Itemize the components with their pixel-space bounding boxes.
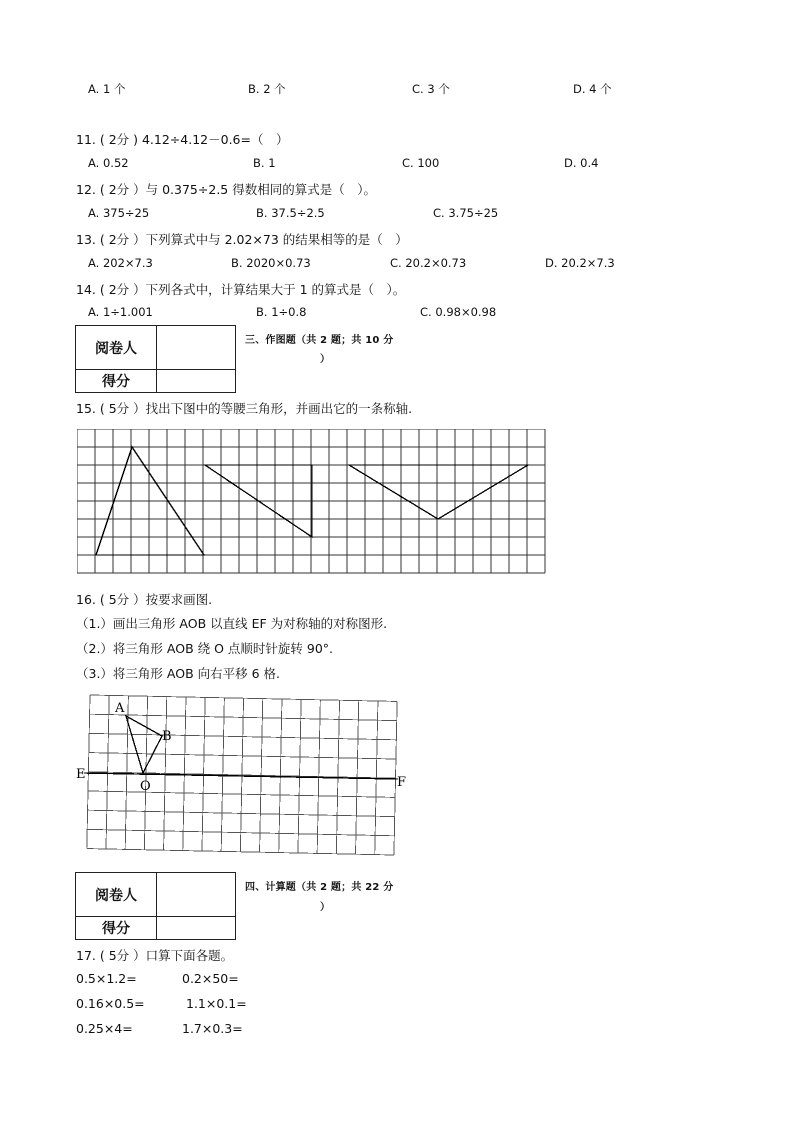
q12-option-a: A. 375÷25 (88, 206, 150, 220)
q12-option-b: B. 37.5÷2.5 (256, 206, 325, 220)
q17-item-2: 0.2×50= (182, 971, 239, 986)
label-a: A (115, 701, 125, 716)
reviewer-cell-2 (157, 873, 236, 917)
q15-grid-figure (77, 429, 549, 575)
q13-option-b: B. 2020×0.73 (231, 256, 311, 270)
q17-item-1: 0.5×1.2= (76, 971, 137, 986)
label-b: B (162, 729, 172, 744)
q15-stem: 15. ( 5分 ）找出下图中的等腰三角形，并画出它的一条称轴. (76, 401, 413, 416)
q11-option-a: A. 0.52 (88, 156, 129, 170)
q17-item-6: 1.7×0.3= (182, 1021, 243, 1036)
triangle-aob (126, 716, 162, 773)
q16-sub-2: （2.）将三角形 AOB 绕 O 点顺时针旋转 90°. (76, 641, 334, 656)
q13-option-d: D. 20.2×7.3 (545, 256, 615, 270)
reviewer-cell (157, 326, 236, 370)
q11-option-c: C. 100 (402, 156, 440, 170)
q16-grid-figure (70, 690, 410, 870)
q16-sub-3: （3.）将三角形 AOB 向右平移 6 格. (76, 666, 280, 681)
q14-option-a: A. 1÷1.001 (88, 305, 153, 319)
q10-option-b: B. 2 个 (248, 82, 286, 96)
reviewer-label-2: 阅卷人 (76, 873, 157, 917)
q11-stem: 11. ( 2分 ) 4.12÷4.12－0.6=（ ） (76, 132, 289, 147)
q11-option-b: B. 1 (253, 156, 276, 170)
q17-item-4: 1.1×0.1= (186, 996, 247, 1011)
score-cell-2 (157, 917, 236, 940)
q11-option-d: D. 0.4 (564, 156, 599, 170)
section-3-heading: 三、作图题（共 2 题；共 10 分 (245, 335, 394, 346)
reviewer-label: 阅卷人 (76, 326, 157, 370)
q13-stem: 13. ( 2分 ）下列算式中与 2.02×73 的结果相等的是（ ） (76, 232, 408, 247)
score-box (75, 325, 236, 393)
section-4-heading: 四、计算题（共 2 题；共 22 分 (245, 882, 394, 893)
q16-stem: 16. ( 5分 ）按要求画图. (76, 592, 213, 607)
score-label: 得分 (76, 370, 157, 393)
q14-option-b: B. 1÷0.8 (256, 305, 307, 319)
label-o: O (140, 779, 151, 794)
label-e: E (76, 767, 86, 782)
score-box-2 (75, 872, 236, 940)
q14-option-c: C. 0.98×0.98 (420, 305, 497, 319)
q10-option-c: C. 3 个 (412, 82, 450, 96)
section-3-heading-end: ） (320, 354, 331, 365)
q13-option-c: C. 20.2×0.73 (390, 256, 467, 270)
q10-option-d: D. 4 个 (573, 82, 612, 96)
q17-item-5: 0.25×4= (76, 1021, 133, 1036)
q10-option-a: A. 1 个 (88, 82, 126, 96)
q14-stem: 14. ( 2分 ）下列各式中，计算结果大于 1 的算式是（ ）。 (76, 282, 406, 297)
section-4-heading-end: ） (320, 902, 331, 913)
q13-option-a: A. 202×7.3 (88, 256, 153, 270)
line-ef (84, 773, 398, 779)
q17-item-3: 0.16×0.5= (76, 996, 145, 1011)
score-label-2: 得分 (76, 917, 157, 940)
q15-triangle-3 (349, 465, 528, 519)
q17-stem: 17. ( 5分 ）口算下面各题。 (76, 948, 234, 963)
q16-sub-1: （1.）画出三角形 AOB 以直线 EF 为对称轴的对称图形. (76, 616, 388, 631)
label-f: F (397, 775, 407, 790)
q12-option-c: C. 3.75÷25 (433, 206, 499, 220)
q12-stem: 12. ( 2分 ）与 0.375÷2.5 得数相同的算式是（ ）。 (76, 182, 376, 197)
score-cell (157, 370, 236, 393)
